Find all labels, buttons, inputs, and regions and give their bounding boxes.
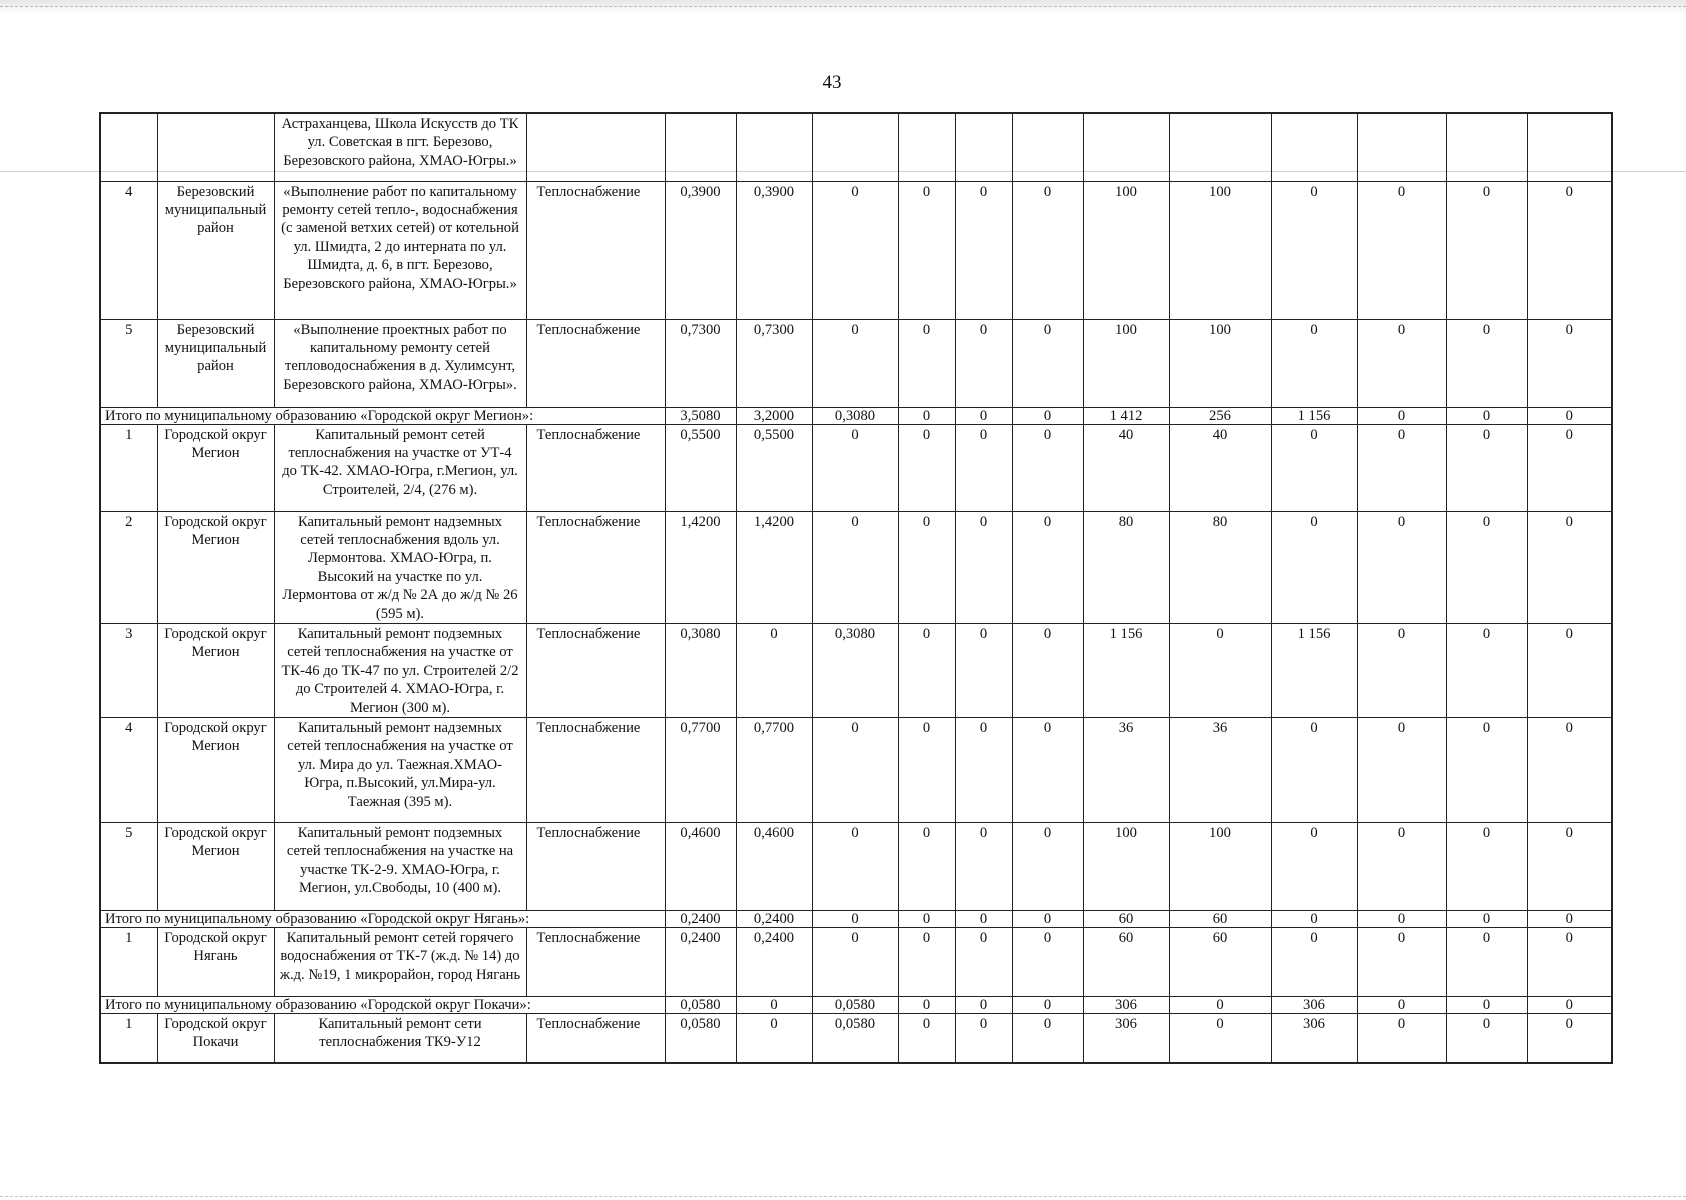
row-number: 1	[100, 927, 157, 996]
value-cell: 0	[1357, 927, 1446, 996]
work-description-cell: Капитальный ремонт подземных сетей теплоснабжения на участке от ТК-46 до ТК-47 по ул. Строителей 2/2 до Строителей 4. ХМАО-Югра, г. Мегион (300 м).	[274, 623, 526, 717]
value-cell: 0	[898, 717, 955, 822]
value-cell: 1 156	[1083, 623, 1169, 717]
value-cell: 306	[1083, 1013, 1169, 1063]
value-cell: 40	[1083, 424, 1169, 511]
value-cell: 0	[1012, 511, 1083, 623]
value-cell: 0	[955, 181, 1012, 319]
value-cell: 0,4600	[665, 822, 736, 910]
utility-type-cell: Теплоснабжение	[526, 717, 665, 822]
value-cell: 0	[955, 910, 1012, 927]
value-cell: 0,4600	[736, 822, 812, 910]
value-cell: 0	[955, 927, 1012, 996]
value-cell	[1446, 113, 1527, 181]
value-cell: 3,2000	[736, 407, 812, 424]
work-description-cell: Капитальный ремонт сетей горячего водоснабжения от ТК-7 (ж.д. № 14) до ж.д. №19, 1 микрорайон, город Нягань	[274, 927, 526, 996]
value-cell: 0	[1271, 927, 1357, 996]
value-cell: 0	[1357, 910, 1446, 927]
scan-bottom-line	[0, 1196, 1686, 1197]
value-cell: 0	[1357, 822, 1446, 910]
value-cell	[1169, 113, 1271, 181]
value-cell: 60	[1169, 927, 1271, 996]
value-cell: 306	[1083, 996, 1169, 1013]
work-description-cell: Капитальный ремонт надземных сетей теплоснабжения вдоль ул. Лермонтова. ХМАО-Югра, п. Высокий на участке по ул. Лермонтова от ж/д № 2А до ж/д № 26 (595 м).	[274, 511, 526, 623]
row-number	[100, 113, 157, 181]
value-cell: 0	[1012, 407, 1083, 424]
value-cell: 0	[1271, 511, 1357, 623]
value-cell	[665, 113, 736, 181]
value-cell: 0	[1271, 822, 1357, 910]
value-cell: 0	[955, 1013, 1012, 1063]
value-cell: 0	[812, 181, 898, 319]
value-cell: 0	[898, 319, 955, 407]
value-cell: 0	[812, 424, 898, 511]
value-cell: 0,2400	[736, 927, 812, 996]
value-cell: 0	[1012, 319, 1083, 407]
value-cell: 0	[812, 910, 898, 927]
value-cell: 0	[955, 822, 1012, 910]
work-description-cell: Капитальный ремонт сетей теплоснабжения на участке от УТ-4 до ТК-42. ХМАО-Югра, г.Мегион, ул. Строителей, 2/4, (276 м).	[274, 424, 526, 511]
work-description-cell: Капитальный ремонт сети теплоснабжения ТК9-У12	[274, 1013, 526, 1063]
value-cell: 0	[1527, 996, 1612, 1013]
table-row	[100, 1013, 1612, 1063]
value-cell: 0	[898, 623, 955, 717]
value-cell: 0	[955, 717, 1012, 822]
municipality-cell: Березовский муниципальный район	[157, 181, 274, 319]
municipality-cell: Городской округ Мегион	[157, 822, 274, 910]
value-cell: 0	[1169, 1013, 1271, 1063]
value-cell: 100	[1083, 181, 1169, 319]
value-cell: 0	[898, 910, 955, 927]
value-cell: 0	[898, 1013, 955, 1063]
table-row	[100, 424, 1612, 511]
municipality-cell: Березовский муниципальный район	[157, 319, 274, 407]
total-label: Итого по муниципальному образованию «Городской округ Покачи»:	[100, 996, 665, 1013]
value-cell: 0,2400	[736, 910, 812, 927]
value-cell: 0	[1446, 623, 1527, 717]
value-cell: 0	[1012, 424, 1083, 511]
total-label: Итого по муниципальному образованию «Городской округ Мегион»:	[100, 407, 665, 424]
value-cell: 100	[1083, 822, 1169, 910]
row-number: 4	[100, 717, 157, 822]
utility-type-cell: Теплоснабжение	[526, 927, 665, 996]
value-cell	[1083, 113, 1169, 181]
value-cell: 0,3080	[812, 623, 898, 717]
value-cell: 0	[1271, 424, 1357, 511]
table-row	[100, 113, 1612, 181]
value-cell: 0,2400	[665, 927, 736, 996]
table-row	[100, 927, 1612, 996]
value-cell: 0	[1527, 511, 1612, 623]
value-cell: 0	[1446, 319, 1527, 407]
value-cell: 0	[1357, 717, 1446, 822]
value-cell: 0,5500	[736, 424, 812, 511]
municipality-cell: Городской округ Мегион	[157, 717, 274, 822]
municipality-cell: Городской округ Мегион	[157, 424, 274, 511]
value-cell: 0,7700	[736, 717, 812, 822]
value-cell	[1012, 113, 1083, 181]
value-cell: 0,7300	[736, 319, 812, 407]
value-cell: 0	[812, 717, 898, 822]
utility-type-cell: Теплоснабжение	[526, 822, 665, 910]
value-cell: 1 156	[1271, 407, 1357, 424]
municipality-cell: Городской округ Нягань	[157, 927, 274, 996]
value-cell: 0,7700	[665, 717, 736, 822]
value-cell: 0	[1357, 511, 1446, 623]
value-cell	[1357, 113, 1446, 181]
value-cell: 0	[1527, 623, 1612, 717]
value-cell: 100	[1169, 319, 1271, 407]
value-cell: 80	[1083, 511, 1169, 623]
value-cell: 60	[1169, 910, 1271, 927]
value-cell: 0	[1012, 822, 1083, 910]
value-cell: 0	[1446, 927, 1527, 996]
value-cell: 100	[1169, 181, 1271, 319]
work-description-cell: «Выполнение проектных работ по капитальному ремонту сетей тепловодоснабжения в д. Хулимсунт, Березовского района, ХМАО-Югры».	[274, 319, 526, 407]
value-cell: 0	[1012, 181, 1083, 319]
value-cell: 0	[812, 927, 898, 996]
value-cell: 0,0580	[812, 996, 898, 1013]
value-cell: 0	[812, 822, 898, 910]
value-cell: 0	[1446, 407, 1527, 424]
utility-type-cell	[526, 113, 665, 181]
value-cell: 0	[898, 407, 955, 424]
page-number: 43	[822, 72, 842, 93]
value-cell: 0	[898, 822, 955, 910]
value-cell: 0	[1446, 511, 1527, 623]
value-cell: 0	[1446, 910, 1527, 927]
value-cell: 0	[1012, 996, 1083, 1013]
value-cell: 0	[1446, 717, 1527, 822]
row-number: 2	[100, 511, 157, 623]
program-table-body	[100, 113, 1612, 1063]
total-row	[100, 996, 1612, 1013]
value-cell: 0	[955, 996, 1012, 1013]
value-cell: 0,3080	[665, 623, 736, 717]
value-cell: 0	[898, 424, 955, 511]
value-cell: 1,4200	[736, 511, 812, 623]
value-cell: 0,3900	[736, 181, 812, 319]
value-cell: 0	[736, 996, 812, 1013]
scan-top-edge	[0, 0, 1686, 14]
value-cell	[812, 113, 898, 181]
value-cell: 0,0580	[665, 1013, 736, 1063]
value-cell	[736, 113, 812, 181]
value-cell: 0	[1012, 910, 1083, 927]
utility-type-cell: Теплоснабжение	[526, 424, 665, 511]
total-row	[100, 407, 1612, 424]
value-cell: 0,7300	[665, 319, 736, 407]
value-cell	[1271, 113, 1357, 181]
total-label: Итого по муниципальному образованию «Городской округ Нягань»:	[100, 910, 665, 927]
value-cell: 0	[1012, 927, 1083, 996]
value-cell: 0	[1527, 319, 1612, 407]
value-cell: 0	[1446, 424, 1527, 511]
value-cell: 306	[1271, 996, 1357, 1013]
value-cell: 0,3900	[665, 181, 736, 319]
value-cell: 0	[1446, 181, 1527, 319]
value-cell: 0	[1527, 927, 1612, 996]
value-cell: 0	[812, 511, 898, 623]
value-cell: 0	[1357, 623, 1446, 717]
value-cell: 0,5500	[665, 424, 736, 511]
value-cell	[1527, 113, 1612, 181]
work-description-cell: Астраханцева, Школа Искусств до ТК ул. Советская в пгт. Березово, Березовского района, ХМАО-Югры.»	[274, 113, 526, 181]
value-cell: 1 412	[1083, 407, 1169, 424]
municipality-cell: Городской округ Мегион	[157, 623, 274, 717]
table-row	[100, 822, 1612, 910]
utility-type-cell: Теплоснабжение	[526, 511, 665, 623]
work-description-cell: «Выполнение работ по капитальному ремонту сетей тепло-, водоснабжения (с заменой ветхих сетей) от котельной ул. Шмидта, 2 до интерната по ул. Шмидта, д. 6, в пгт. Березово, Березовского района, ХМАО-Югры.»	[274, 181, 526, 319]
utility-type-cell: Теплоснабжение	[526, 1013, 665, 1063]
value-cell: 0	[1527, 1013, 1612, 1063]
value-cell: 0	[1169, 623, 1271, 717]
value-cell: 0	[898, 927, 955, 996]
value-cell: 0	[1357, 319, 1446, 407]
value-cell: 0	[898, 181, 955, 319]
value-cell: 0	[1527, 910, 1612, 927]
value-cell: 0	[1357, 424, 1446, 511]
row-number: 1	[100, 424, 157, 511]
value-cell: 60	[1083, 910, 1169, 927]
value-cell: 0	[1357, 181, 1446, 319]
value-cell	[898, 113, 955, 181]
value-cell: 0,0580	[812, 1013, 898, 1063]
value-cell: 306	[1271, 1013, 1357, 1063]
row-number: 5	[100, 822, 157, 910]
row-number: 1	[100, 1013, 157, 1063]
scan-top-line	[0, 6, 1686, 7]
value-cell: 80	[1169, 511, 1271, 623]
value-cell: 0	[1012, 1013, 1083, 1063]
value-cell: 36	[1083, 717, 1169, 822]
value-cell: 0	[955, 623, 1012, 717]
value-cell: 0	[736, 1013, 812, 1063]
utility-type-cell: Теплоснабжение	[526, 319, 665, 407]
value-cell: 3,5080	[665, 407, 736, 424]
value-cell: 60	[1083, 927, 1169, 996]
municipality-cell	[157, 113, 274, 181]
value-cell: 0	[1271, 717, 1357, 822]
value-cell: 0,2400	[665, 910, 736, 927]
value-cell: 0	[1527, 822, 1612, 910]
value-cell: 0	[1012, 623, 1083, 717]
value-cell: 0	[1446, 1013, 1527, 1063]
value-cell: 0	[955, 407, 1012, 424]
value-cell: 0	[1271, 319, 1357, 407]
value-cell: 1,4200	[665, 511, 736, 623]
municipality-cell: Городской округ Мегион	[157, 511, 274, 623]
utility-type-cell: Теплоснабжение	[526, 623, 665, 717]
value-cell: 0	[1446, 996, 1527, 1013]
value-cell: 100	[1083, 319, 1169, 407]
value-cell: 100	[1169, 822, 1271, 910]
value-cell: 0	[1271, 910, 1357, 927]
value-cell: 36	[1169, 717, 1271, 822]
value-cell: 256	[1169, 407, 1271, 424]
table-row	[100, 319, 1612, 407]
row-number: 3	[100, 623, 157, 717]
table-row	[100, 623, 1612, 717]
work-description-cell: Капитальный ремонт надземных сетей теплоснабжения на участке от ул. Мира до ул. Таежная.ХМАО-Югра, п.Высокий, ул.Мира-ул. Таежная (395 м).	[274, 717, 526, 822]
value-cell: 0	[1527, 407, 1612, 424]
value-cell: 0	[1357, 407, 1446, 424]
value-cell: 0,0580	[665, 996, 736, 1013]
value-cell: 0	[955, 424, 1012, 511]
value-cell: 0,3080	[812, 407, 898, 424]
value-cell: 0	[898, 511, 955, 623]
value-cell: 0	[955, 511, 1012, 623]
value-cell: 0	[1527, 717, 1612, 822]
row-number: 4	[100, 181, 157, 319]
utility-type-cell: Теплоснабжение	[526, 181, 665, 319]
value-cell: 0	[1012, 717, 1083, 822]
total-row	[100, 910, 1612, 927]
value-cell: 40	[1169, 424, 1271, 511]
value-cell: 0	[736, 623, 812, 717]
value-cell	[955, 113, 1012, 181]
value-cell: 0	[1357, 1013, 1446, 1063]
value-cell: 0	[1271, 181, 1357, 319]
table-row	[100, 511, 1612, 623]
value-cell: 0	[1446, 822, 1527, 910]
value-cell: 0	[1357, 996, 1446, 1013]
value-cell: 0	[1527, 181, 1612, 319]
row-number: 5	[100, 319, 157, 407]
value-cell: 0	[1169, 996, 1271, 1013]
table-row	[100, 717, 1612, 822]
work-description-cell: Капитальный ремонт подземных сетей теплоснабжения на участке на участке ТК-2-9. ХМАО-Югра, г. Мегион, ул.Свободы, 10 (400 м).	[274, 822, 526, 910]
value-cell: 0	[898, 996, 955, 1013]
value-cell: 1 156	[1271, 623, 1357, 717]
value-cell: 0	[955, 319, 1012, 407]
value-cell: 0	[1527, 424, 1612, 511]
value-cell: 0	[812, 319, 898, 407]
table-row	[100, 181, 1612, 319]
municipality-cell: Городской округ Покачи	[157, 1013, 274, 1063]
program-table	[99, 112, 1613, 1064]
